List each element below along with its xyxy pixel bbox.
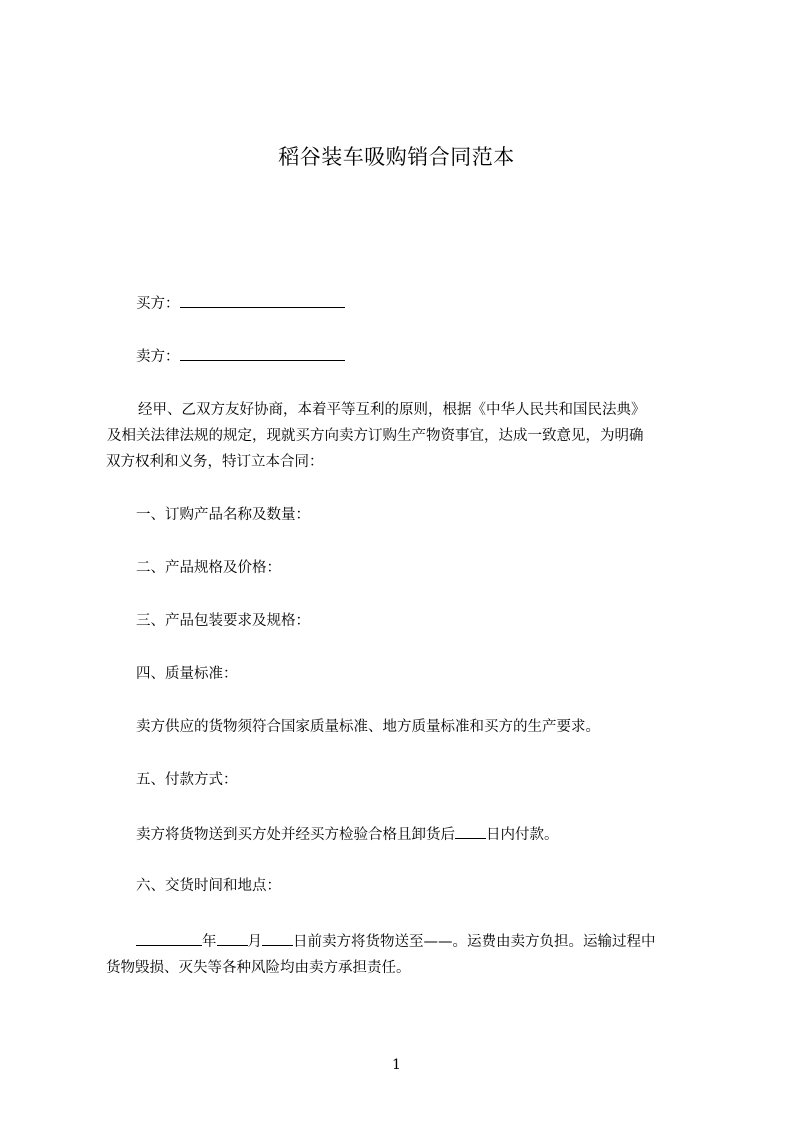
day-blank: [262, 930, 293, 946]
page-number: 1: [392, 1057, 401, 1073]
year-blank: [136, 930, 202, 946]
section-4-body: 卖方供应的货物须符合国家质量标准、地方质量标准和买方的生产要求。: [136, 719, 600, 735]
month-blank: [217, 930, 248, 946]
section-1-heading: 一、订购产品名称及数量：: [136, 507, 310, 523]
payment-days-blank: [455, 823, 486, 839]
section-4-heading: 四、质量标准：: [136, 666, 238, 682]
section-6-line-1: [106, 929, 706, 955]
intro-line-2: 及相关法律法规的规定，现就买方向卖方订购生产物资事宜，达成一致意见，为明确: [107, 428, 644, 444]
seller-label: 卖方：: [136, 349, 180, 365]
seller-blank: [180, 345, 345, 361]
section-3-heading: 三、产品包装要求及规格：: [136, 613, 310, 629]
intro-line-3: 双方权利和义务，特订立本合同：: [106, 454, 324, 470]
section-6-line-2: 货物毁损、灭失等各种风险均由卖方承担责任。: [106, 960, 411, 976]
section-5-body-prefix: 卖方将货物送到买方处并经买方检验合格且卸货后: [136, 827, 455, 843]
intro-line-1: 经甲、乙双方友好协商，本着平等互利的原则，根据《中华人民共和国民法典》: [138, 402, 646, 418]
month-label: 月: [247, 934, 262, 950]
section-2-heading: 二、产品规格及价格：: [136, 560, 281, 576]
buyer-line: [136, 292, 345, 314]
document-title: 稻谷装车吸购销合同范本: [278, 145, 515, 169]
seller-line: [136, 345, 345, 367]
year-label: 年: [202, 934, 217, 950]
section-6-heading: 六、交货时间和地点：: [136, 878, 281, 894]
section-5-heading: 五、付款方式：: [136, 772, 238, 788]
buyer-blank: [180, 292, 345, 308]
section-6-body: [106, 929, 706, 981]
section-5-body-suffix: 日内付款。: [486, 827, 559, 843]
intro-paragraph: [106, 397, 706, 475]
buyer-label: 买方：: [136, 296, 180, 312]
delivery-text: 日前卖方将货物送至——。运费由卖方负担。运输过程中: [293, 934, 656, 950]
section-5-body: [136, 823, 559, 845]
